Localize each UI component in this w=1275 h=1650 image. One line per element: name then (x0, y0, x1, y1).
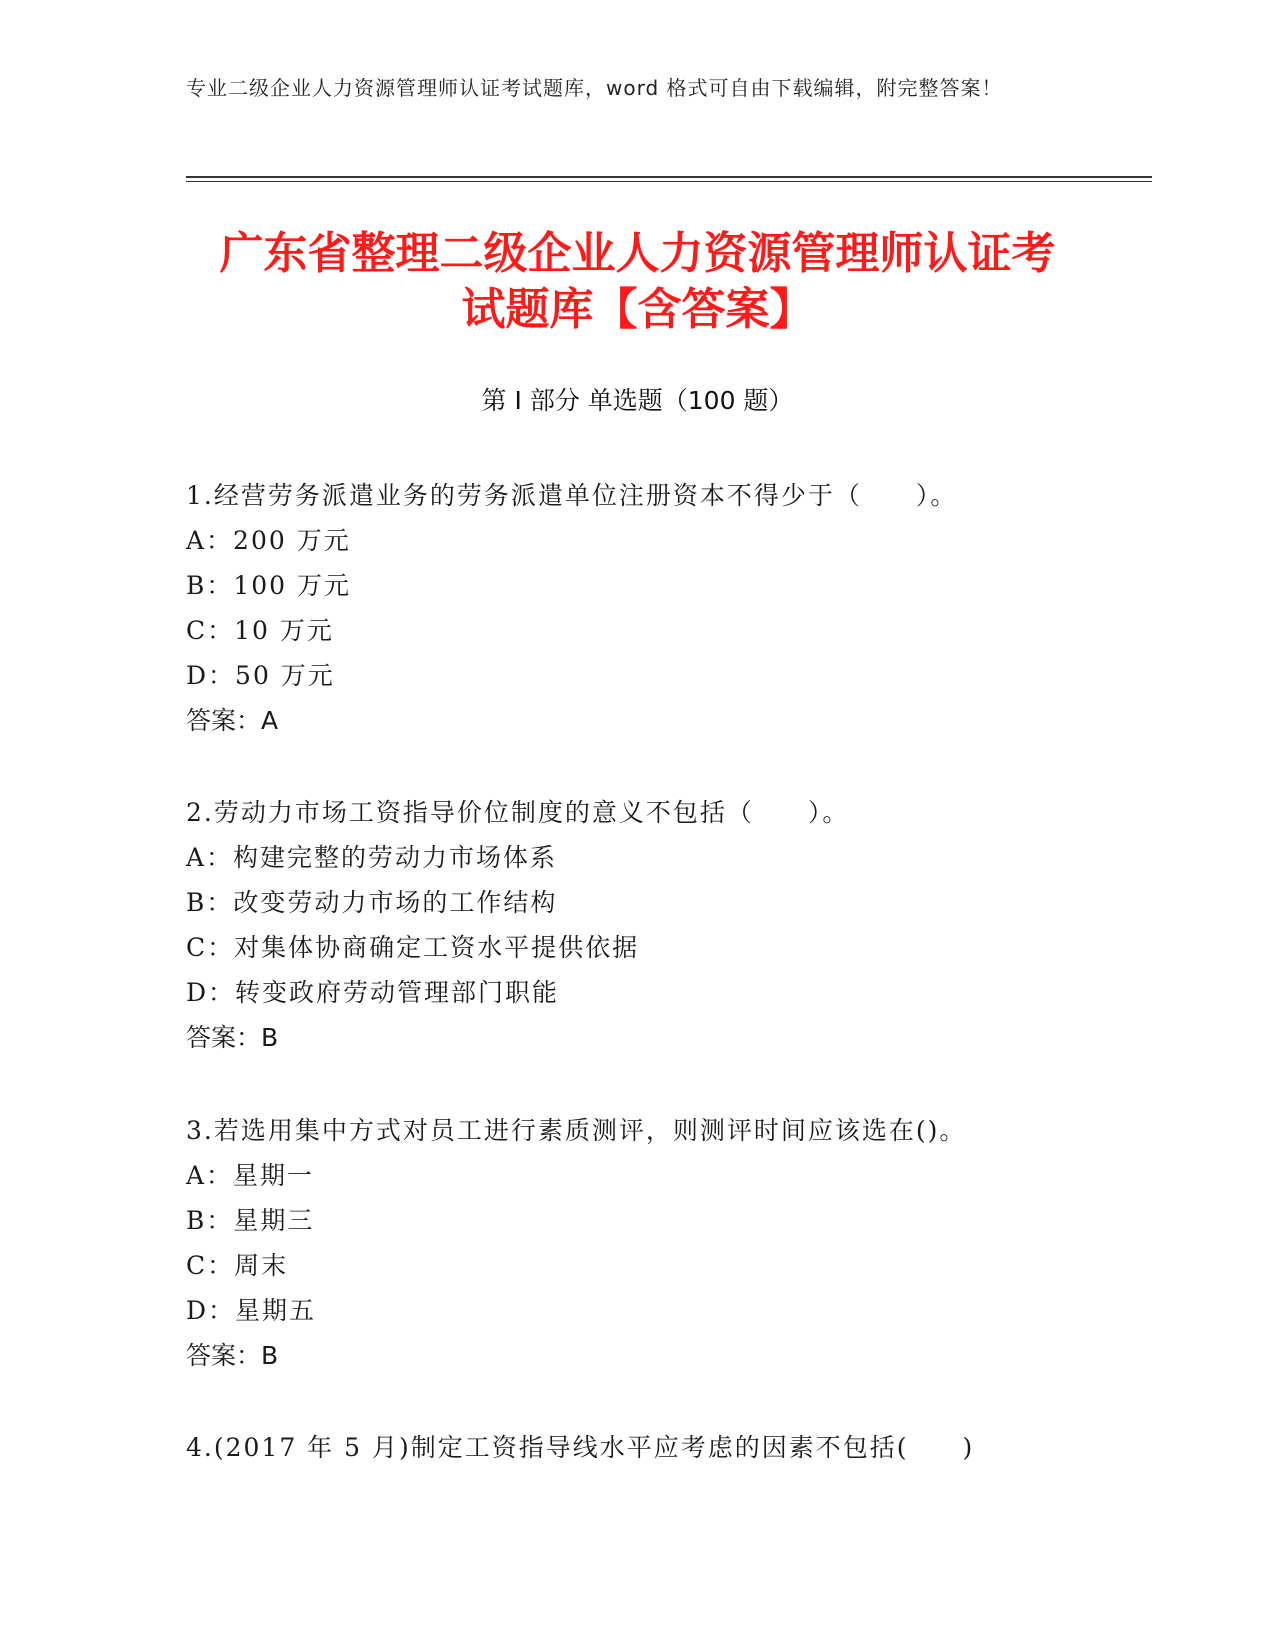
option-b: B：改变劳动力市场的工作结构 (186, 888, 558, 917)
answer: 答案：A (186, 706, 279, 735)
option-b: B：星期三 (186, 1206, 315, 1235)
header-divider-thin (186, 181, 1152, 182)
option-b: B：100 万元 (186, 571, 352, 600)
question-stem: 3.若选用集中方式对员工进行素质测评，则测评时间应该选在()。 (186, 1116, 967, 1145)
header-note: 专业二级企业人力资源管理师认证考试题库，word 格式可自由下载编辑，附完整答案！ (186, 76, 1003, 100)
question-1 (186, 473, 1146, 743)
option-c: C：对集体协商确定工资水平提供依据 (186, 933, 640, 962)
question-stem: 1.经营劳务派遣业务的劳务派遣单位注册资本不得少于（ ）。 (186, 481, 958, 510)
document-title-line-2: 试题库【含答案】 (461, 284, 814, 335)
option-c: C：10 万元 (186, 616, 334, 645)
header-divider (186, 176, 1152, 178)
document-title-line-1: 广东省整理二级企业人力资源管理师认证考 (219, 228, 1056, 279)
option-d: D：50 万元 (186, 661, 335, 690)
option-c: C：周末 (186, 1251, 289, 1280)
document-title (150, 226, 1125, 338)
option-a: A：构建完整的劳动力市场体系 (186, 843, 558, 872)
option-a: A：星期一 (186, 1161, 315, 1190)
option-a: A：200 万元 (186, 526, 351, 555)
question-stem: 4.(2017 年 5 月)制定工资指导线水平应考虑的因素不包括( ) (186, 1433, 975, 1462)
question-stem: 2.劳动力市场工资指导价位制度的意义不包括（ ）。 (186, 798, 850, 827)
answer: 答案：B (186, 1341, 279, 1370)
answer: 答案：B (186, 1023, 279, 1052)
question-4 (186, 1425, 1146, 1470)
question-2 (186, 790, 1146, 1060)
option-d: D：星期五 (186, 1296, 317, 1325)
section-heading: 第 I 部分 单选题（100 题） (481, 386, 794, 415)
option-d: D：转变政府劳动管理部门职能 (186, 978, 560, 1007)
question-3 (186, 1108, 1146, 1378)
